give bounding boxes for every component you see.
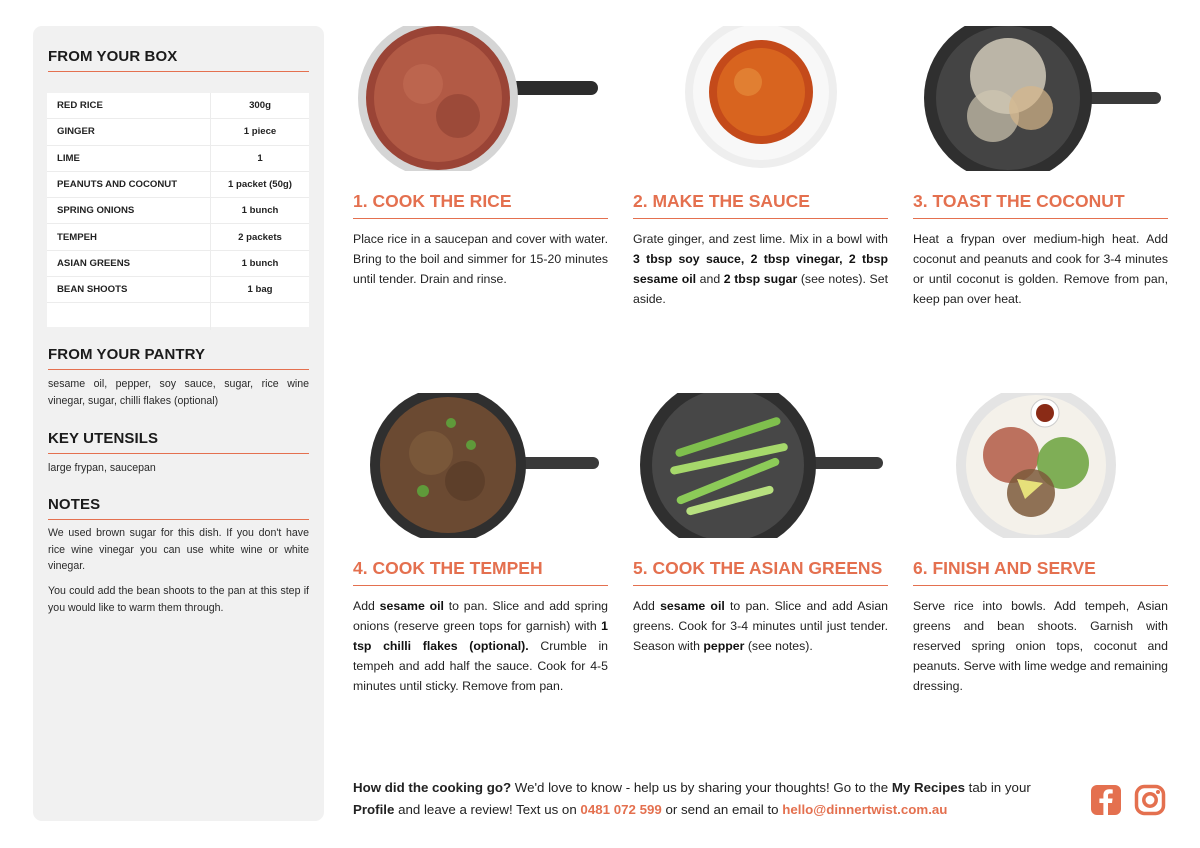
- feedback-footer: [353, 777, 1073, 820]
- step-4-body: Add sesame oil to pan. Slice and add spring onions (reserve green tops for garnish) with 1 tsp chilli flakes (optional). Crumble in tempeh and add half the sauce. Cook for 4-5 minutes until sticky. Remove from pan.: [353, 599, 609, 693]
- step-1-body: Place rice in a saucepan and cover with water. Bring to the boil and simmer for 15-20 minutes until tender. Drain and rinse.: [353, 232, 608, 286]
- note-1: We used brown sugar for this dish. If you don't have rice wine vinegar you can use white wine or white vinegar.: [48, 527, 309, 572]
- ingredient-row: [47, 172, 309, 198]
- ingredient-qty: 1 piece: [243, 126, 277, 138]
- cook-asian-greens-photo: [633, 393, 888, 538]
- step-2-title: 2. MAKE THE SAUCE: [633, 191, 888, 219]
- ingredient-qty: 1 bag: [247, 284, 273, 296]
- ingredient-row: [47, 119, 309, 145]
- step-6-title: 6. FINISH AND SERVE: [913, 558, 1168, 586]
- footer-text: How did the cooking go? We'd love to know - help us by sharing your thoughts! Go to the My Recipes tab in your Profile and leave a review! Text us on 0481 072 599 or send an email to hello@dinnertwist.com.au: [353, 780, 1031, 817]
- ingredient-row-empty: [47, 303, 309, 329]
- key-utensils-heading: KEY UTENSILS: [48, 430, 309, 454]
- ingredient-name: GINGER: [47, 119, 211, 144]
- facebook-icon[interactable]: [1090, 784, 1122, 816]
- ingredient-name: ASIAN GREENS: [47, 251, 211, 276]
- utensils-text: large frypan, saucepan: [48, 462, 156, 474]
- finish-and-serve-photo: [913, 393, 1168, 538]
- step-1-title: 1. COOK THE RICE: [353, 191, 608, 219]
- ingredient-name: PEANUTS AND COCONUT: [47, 172, 211, 197]
- step-4-title: 4. COOK THE TEMPEH: [353, 558, 608, 586]
- ingredient-name: LIME: [47, 146, 211, 171]
- step-5-title: 5. COOK THE ASIAN GREENS: [633, 558, 888, 586]
- step-3-body: Heat a frypan over medium-high heat. Add coconut and peanuts and cook for 3-4 minutes or until coconut is golden. Remove from pan, keep pan over heat.: [913, 232, 1168, 306]
- ingredient-row: [47, 146, 309, 172]
- step-2-body: Grate ginger, and zest lime. Mix in a bowl with 3 tbsp soy sauce, 2 tbsp vinegar, 2 tbsp sesame oil and 2 tbsp sugar (see notes). Set aside.: [633, 232, 888, 306]
- ingredient-qty: 1 packet (50g): [228, 179, 292, 191]
- ingredient-qty: 300g: [249, 100, 271, 112]
- ingredients-sidebar: [33, 26, 324, 821]
- ingredient-row: [47, 224, 309, 250]
- ingredient-name: SPRING ONIONS: [47, 198, 211, 223]
- cook-tempeh-photo: [353, 393, 608, 538]
- ingredient-name: BEAN SHOOTS: [47, 277, 211, 302]
- ingredient-name: TEMPEH: [47, 224, 211, 249]
- ingredient-qty: 1 bunch: [241, 205, 279, 217]
- ingredient-name: RED RICE: [47, 93, 211, 118]
- ingredient-row: [47, 93, 309, 119]
- ingredient-row: [47, 251, 309, 277]
- ingredient-row: [47, 277, 309, 303]
- make-sauce-photo: [633, 26, 888, 171]
- ingredient-qty: 1 bunch: [241, 257, 279, 269]
- ingredient-qty: 2 packets: [238, 231, 282, 243]
- step-5-body: Add sesame oil to pan. Slice and add Asian greens. Cook for 3-4 minutes until just tender. Season with pepper (see notes).: [633, 599, 888, 653]
- ingredients-table: [47, 93, 309, 327]
- step-6-body: Serve rice into bowls. Add tempeh, Asian greens and bean shoots. Garnish with reserved spring onion tops, coconut and peanuts. Serve with lime wedge and remaining dressing.: [913, 599, 1168, 693]
- note-2: You could add the bean shoots to the pan at this step if you would like to warm them through.: [48, 585, 309, 614]
- instagram-icon[interactable]: [1134, 784, 1166, 816]
- from-your-pantry-heading: FROM YOUR PANTRY: [48, 346, 309, 370]
- ingredient-qty: 1: [257, 152, 263, 164]
- cook-rice-photo: [353, 26, 608, 171]
- step-3-title: 3. TOAST THE COCONUT: [913, 191, 1168, 219]
- ingredient-row: [47, 198, 309, 224]
- pantry-text: sesame oil, pepper, soy sauce, sugar, rice wine vinegar, sugar, chilli flakes (optional): [48, 378, 309, 407]
- from-your-box-heading: FROM YOUR BOX: [48, 48, 309, 72]
- toast-coconut-photo: [913, 26, 1168, 171]
- notes-heading: NOTES: [48, 496, 309, 520]
